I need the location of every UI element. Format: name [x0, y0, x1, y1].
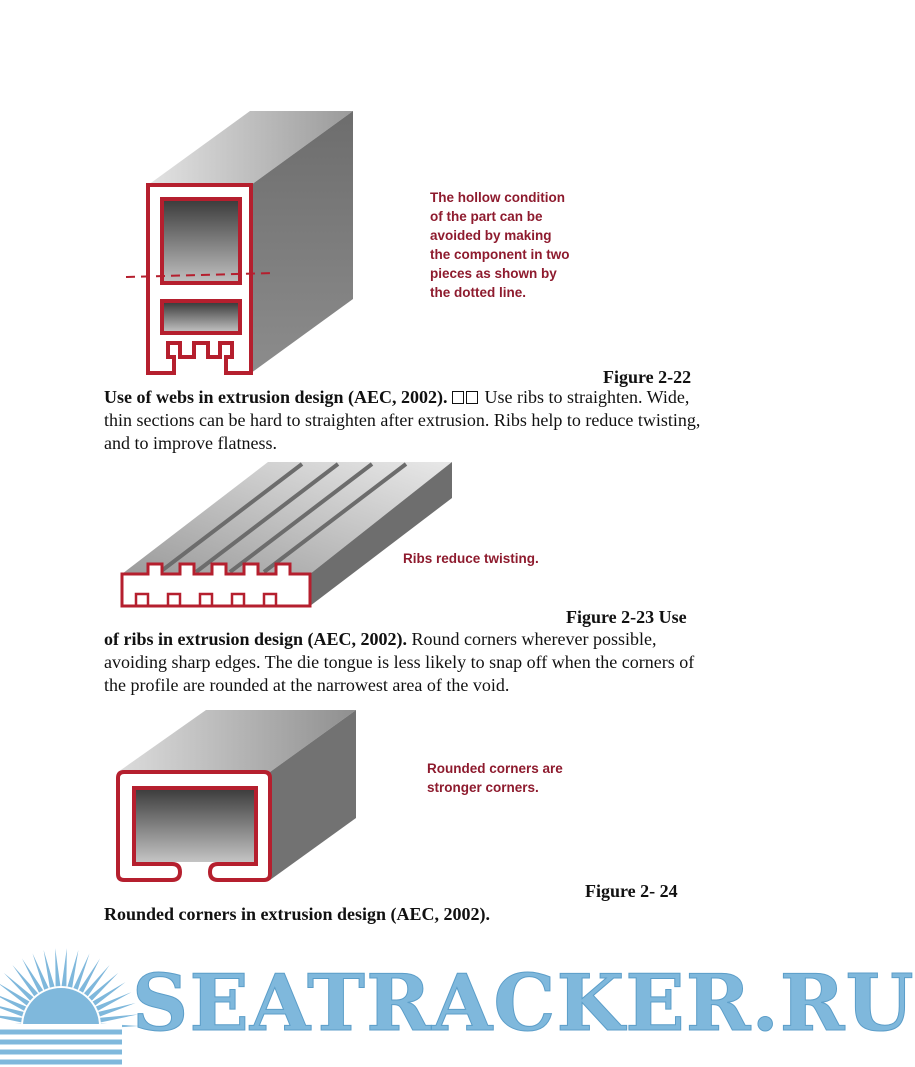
- sun-ray: [0, 1014, 22, 1022]
- figure-2-23-ribs-illustration: [118, 458, 458, 610]
- callout-hollow-condition: The hollow condition of the part can be avoided by making the component in two pieces as shown by the dotted line.: [430, 190, 570, 300]
- sun-ray: [62, 948, 67, 986]
- paragraph-webs-ribs: [104, 386, 714, 455]
- figure-2-22-caption: Use of webs in extrusion design (AEC, 2002).: [104, 387, 448, 407]
- figure-2-24-rounded-corners-illustration: [114, 706, 364, 884]
- callout-ribs-reduce-twisting: Ribs reduce twisting.: [403, 551, 539, 566]
- paragraph-webs-ribs-text: Use ribs to straighten. Wide, thin sections can be hard to straighten after extrusion. Ribs help to reduce twisting, and to improve flatness.: [104, 387, 701, 453]
- box-glyphs: [452, 387, 480, 407]
- callout-rounded-corners: Rounded corners are stronger corners.: [427, 761, 563, 795]
- figure-2-23-caption: of ribs in extrusion design (AEC, 2002).: [104, 629, 408, 649]
- figure-2-24-caption-text: Rounded corners in extrusion design (AEC, 2002).: [104, 904, 491, 924]
- figure-2-24-label: Figure 2- 24: [585, 881, 678, 901]
- paragraph-rounded-corners: [104, 628, 714, 697]
- sun-logo-icon: [0, 946, 122, 1067]
- sun-ray: [55, 948, 60, 986]
- paragraph-rounded-corners-text: Round corners wherever possible, avoiding sharp edges. The die tongue is less likely to snap off when the corners of the profile are rounded at the narrowest area of the void.: [104, 629, 695, 695]
- figure-2-22-hollow-extrusion-illustration: [120, 105, 380, 377]
- figure-2-23-label: Figure 2-23 Use: [566, 607, 687, 627]
- figure-2-22-label: Figure 2-22: [603, 367, 692, 387]
- watermark-text: SEATRACKER.RU: [132, 958, 915, 1049]
- figure-2-24-caption: [104, 903, 714, 926]
- sun-ray: [96, 992, 131, 1011]
